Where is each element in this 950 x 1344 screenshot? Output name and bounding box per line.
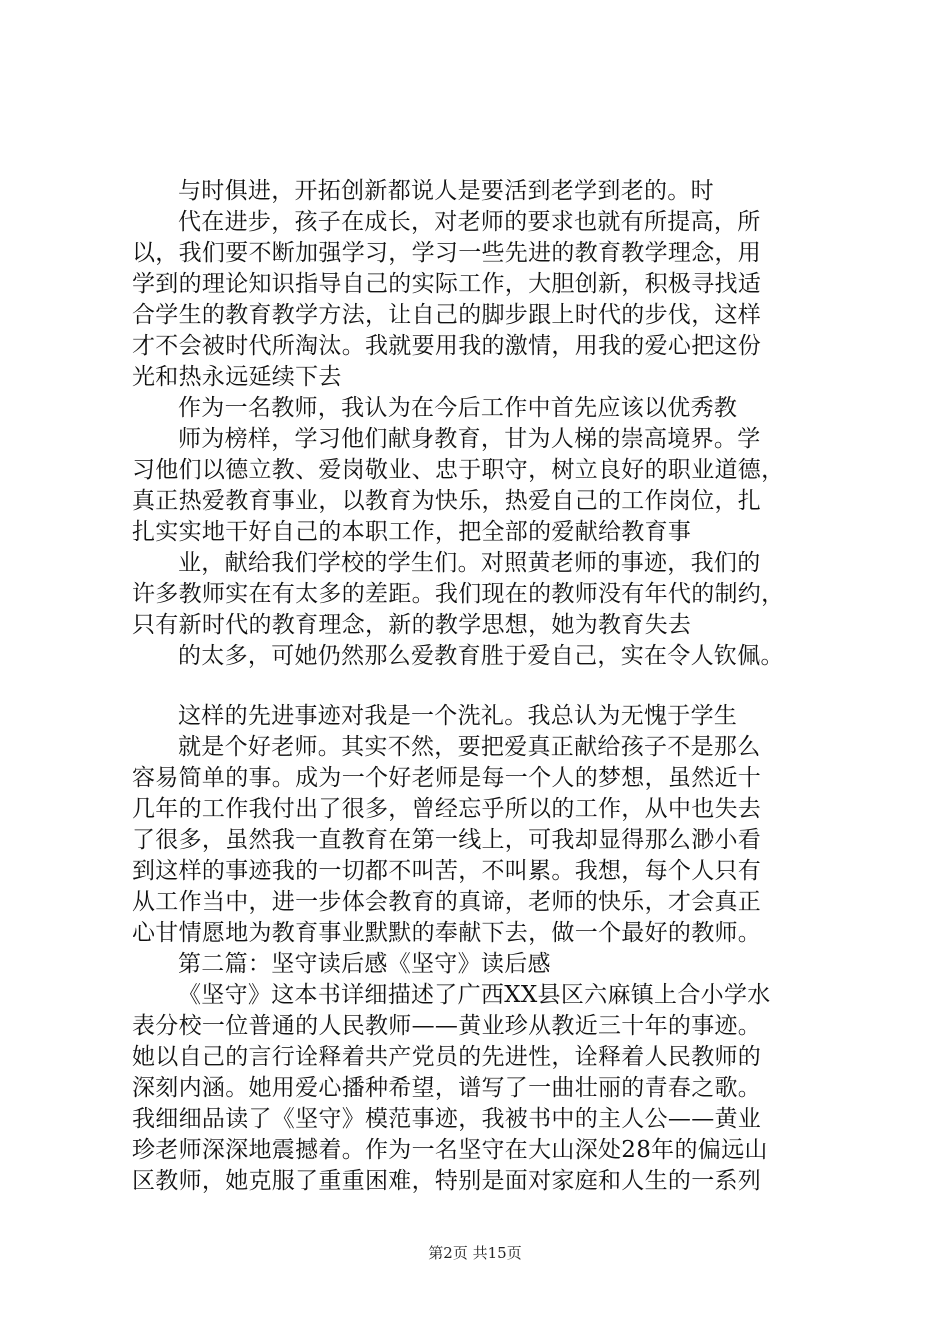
text-line: 师为榜样，学习他们献身教育，甘为人梯的崇高境界。学 — [178, 426, 761, 452]
text-line: 以，我们要不断加强学习，学习一些先进的教育教学理念，用 — [132, 240, 762, 266]
text-line: 只有新时代的教育理念，新的教学思想，她为教育失去 — [132, 612, 692, 638]
text-line: 珍老师深深地震撼着。作为一名坚守在大山深处28年的偏远山 — [132, 1137, 768, 1163]
text-line: 这样的先进事迹对我是一个洗礼。我总认为无愧于学生 — [178, 703, 738, 729]
text-line: 许多教师实在有太多的差距。我们现在的教师没有年代的制约， — [132, 581, 785, 607]
text-line: 业，献给我们学校的学生们。对照黄老师的事迹，我们的 — [178, 550, 761, 576]
text-line: 她以自己的言行诠释着共产党员的先进性，诠释着人民教师的 — [132, 1044, 762, 1070]
text-line: 容易简单的事。成为一个好老师是每一个人的梦想，虽然近十 — [132, 765, 762, 791]
text-line: 合学生的教育教学方法，让自己的脚步跟上时代的步伐，这样 — [132, 302, 762, 328]
text-line: 光和热永远延续下去 — [132, 364, 342, 390]
text-line: 了很多，虽然我一直教育在第一线上，可我却显得那么渺小看 — [132, 827, 762, 853]
text-line: 区教师，她克服了重重困难，特别是面对家庭和人生的一系列 — [132, 1168, 762, 1194]
text-line: 深刻内涵。她用爱心播种希望，谱写了一曲壮丽的青春之歌。 — [132, 1075, 762, 1101]
text-line: 就是个好老师。其实不然，要把爱真正献给孩子不是那么 — [178, 734, 761, 760]
section-heading: 第二篇：坚守读后感《坚守》读后感 — [178, 951, 551, 977]
text-line: 扎实实地干好自己的本职工作，把全部的爱献给教育事 — [132, 519, 692, 545]
text-line: 代在进步，孩子在成长，对老师的要求也就有所提高，所 — [178, 209, 761, 235]
text-line: 作为一名教师，我认为在今后工作中首先应该以优秀教 — [178, 395, 738, 421]
text-line: 表分校一位普通的人民教师——黄业珍从教近三十年的事迹。 — [132, 1013, 762, 1039]
text-line: 学到的理论知识指导自己的实际工作，大胆创新，积极寻找适 — [132, 271, 762, 297]
text-line: 真正热爱教育事业，以教育为快乐，热爱自己的工作岗位，扎 — [132, 488, 762, 514]
text-line: 《坚守》这本书详细描述了广西XX县区六麻镇上合小学水 — [178, 982, 771, 1008]
page-footer: 第2页 共15页 — [428, 1244, 522, 1262]
text-line: 与时俱进，开拓创新都说人是要活到老学到老的。时 — [178, 178, 714, 204]
text-line: 的太多，可她仍然那么爱教育胜于爱自己，实在令人钦佩。 — [178, 643, 784, 669]
text-line: 从工作当中，进一步体会教育的真谛，老师的快乐，才会真正 — [132, 889, 762, 915]
text-line: 习他们以德立教、爱岗敬业、忠于职守，树立良好的职业道德， — [132, 457, 785, 483]
text-line: 到这样的事迹我的一切都不叫苦，不叫累。我想，每个人只有 — [132, 858, 762, 884]
text-line: 心甘情愿地为教育事业默默的奉献下去，做一个最好的教师。 — [132, 920, 762, 946]
text-line: 几年的工作我付出了很多，曾经忘乎所以的工作，从中也失去 — [132, 796, 762, 822]
text-line: 才不会被时代所淘汰。我就要用我的激情，用我的爱心把这份 — [132, 333, 762, 359]
text-line: 我细细品读了《坚守》模范事迹，我被书中的主人公——黄业 — [132, 1106, 762, 1132]
